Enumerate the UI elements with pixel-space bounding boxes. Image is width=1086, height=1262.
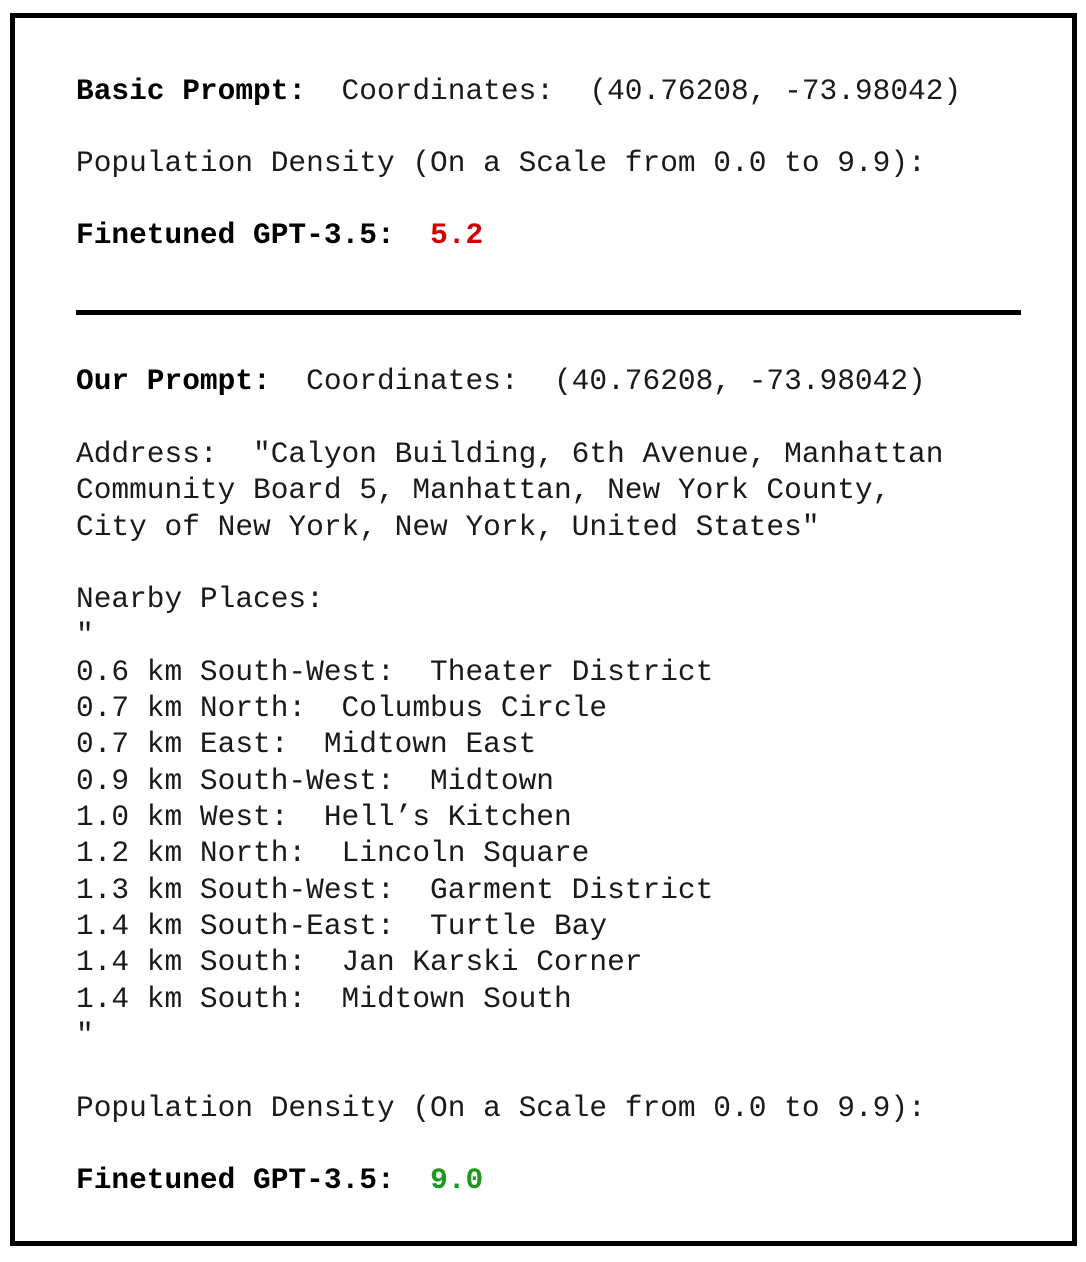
basic-model-label: Finetuned GPT-3.5: xyxy=(76,218,395,252)
nearby-quote-close: " xyxy=(76,1018,94,1052)
our-model-value: 9.0 xyxy=(430,1163,484,1197)
nearby-place: 0.9 km South-West: Midtown xyxy=(76,764,554,798)
nearby-place: 0.7 km North: Columbus Circle xyxy=(76,691,608,725)
address-line-3: City of New York, New York, United States" xyxy=(76,510,820,544)
basic-prompt-label: Basic Prompt: xyxy=(76,74,307,108)
basic-model-value: 5.2 xyxy=(430,218,484,252)
our-coordinates: Coordinates: (40.76208, -73.98042) xyxy=(270,364,926,398)
section-divider xyxy=(76,310,1021,315)
our-prompt-line xyxy=(76,363,926,399)
nearby-place: 1.4 km South: Jan Karski Corner xyxy=(76,945,643,979)
our-model-line xyxy=(76,1162,483,1198)
nearby-place: 1.4 km South: Midtown South xyxy=(76,982,572,1016)
nearby-place: 1.2 km North: Lincoln Square xyxy=(76,836,590,870)
basic-model-line xyxy=(76,217,483,253)
nearby-place: 0.7 km East: Midtown East xyxy=(76,727,537,761)
our-density-question: Population Density (On a Scale from 0.0 to 9.9): xyxy=(76,1091,926,1125)
nearby-heading: Nearby Places: xyxy=(76,582,324,616)
nearby-quote-open: " xyxy=(76,618,94,652)
basic-coordinates: Coordinates: (40.76208, -73.98042) xyxy=(306,74,962,108)
our-prompt-label: Our Prompt: xyxy=(76,364,271,398)
address-line-2: Community Board 5, Manhattan, New York County, xyxy=(76,473,891,507)
prompt-comparison-panel xyxy=(10,13,1077,1246)
basic-prompt-line xyxy=(76,73,961,109)
our-model-label: Finetuned GPT-3.5: xyxy=(76,1163,395,1197)
nearby-place: 0.6 km South-West: Theater District xyxy=(76,655,714,689)
basic-density-question: Population Density (On a Scale from 0.0 to 9.9): xyxy=(76,146,926,180)
nearby-place: 1.0 km West: Hell’s Kitchen xyxy=(76,800,572,834)
nearby-place: 1.4 km South-East: Turtle Bay xyxy=(76,909,608,943)
nearby-place: 1.3 km South-West: Garment District xyxy=(76,873,714,907)
address-line-1: Address: "Calyon Building, 6th Avenue, Manhattan xyxy=(76,437,944,471)
